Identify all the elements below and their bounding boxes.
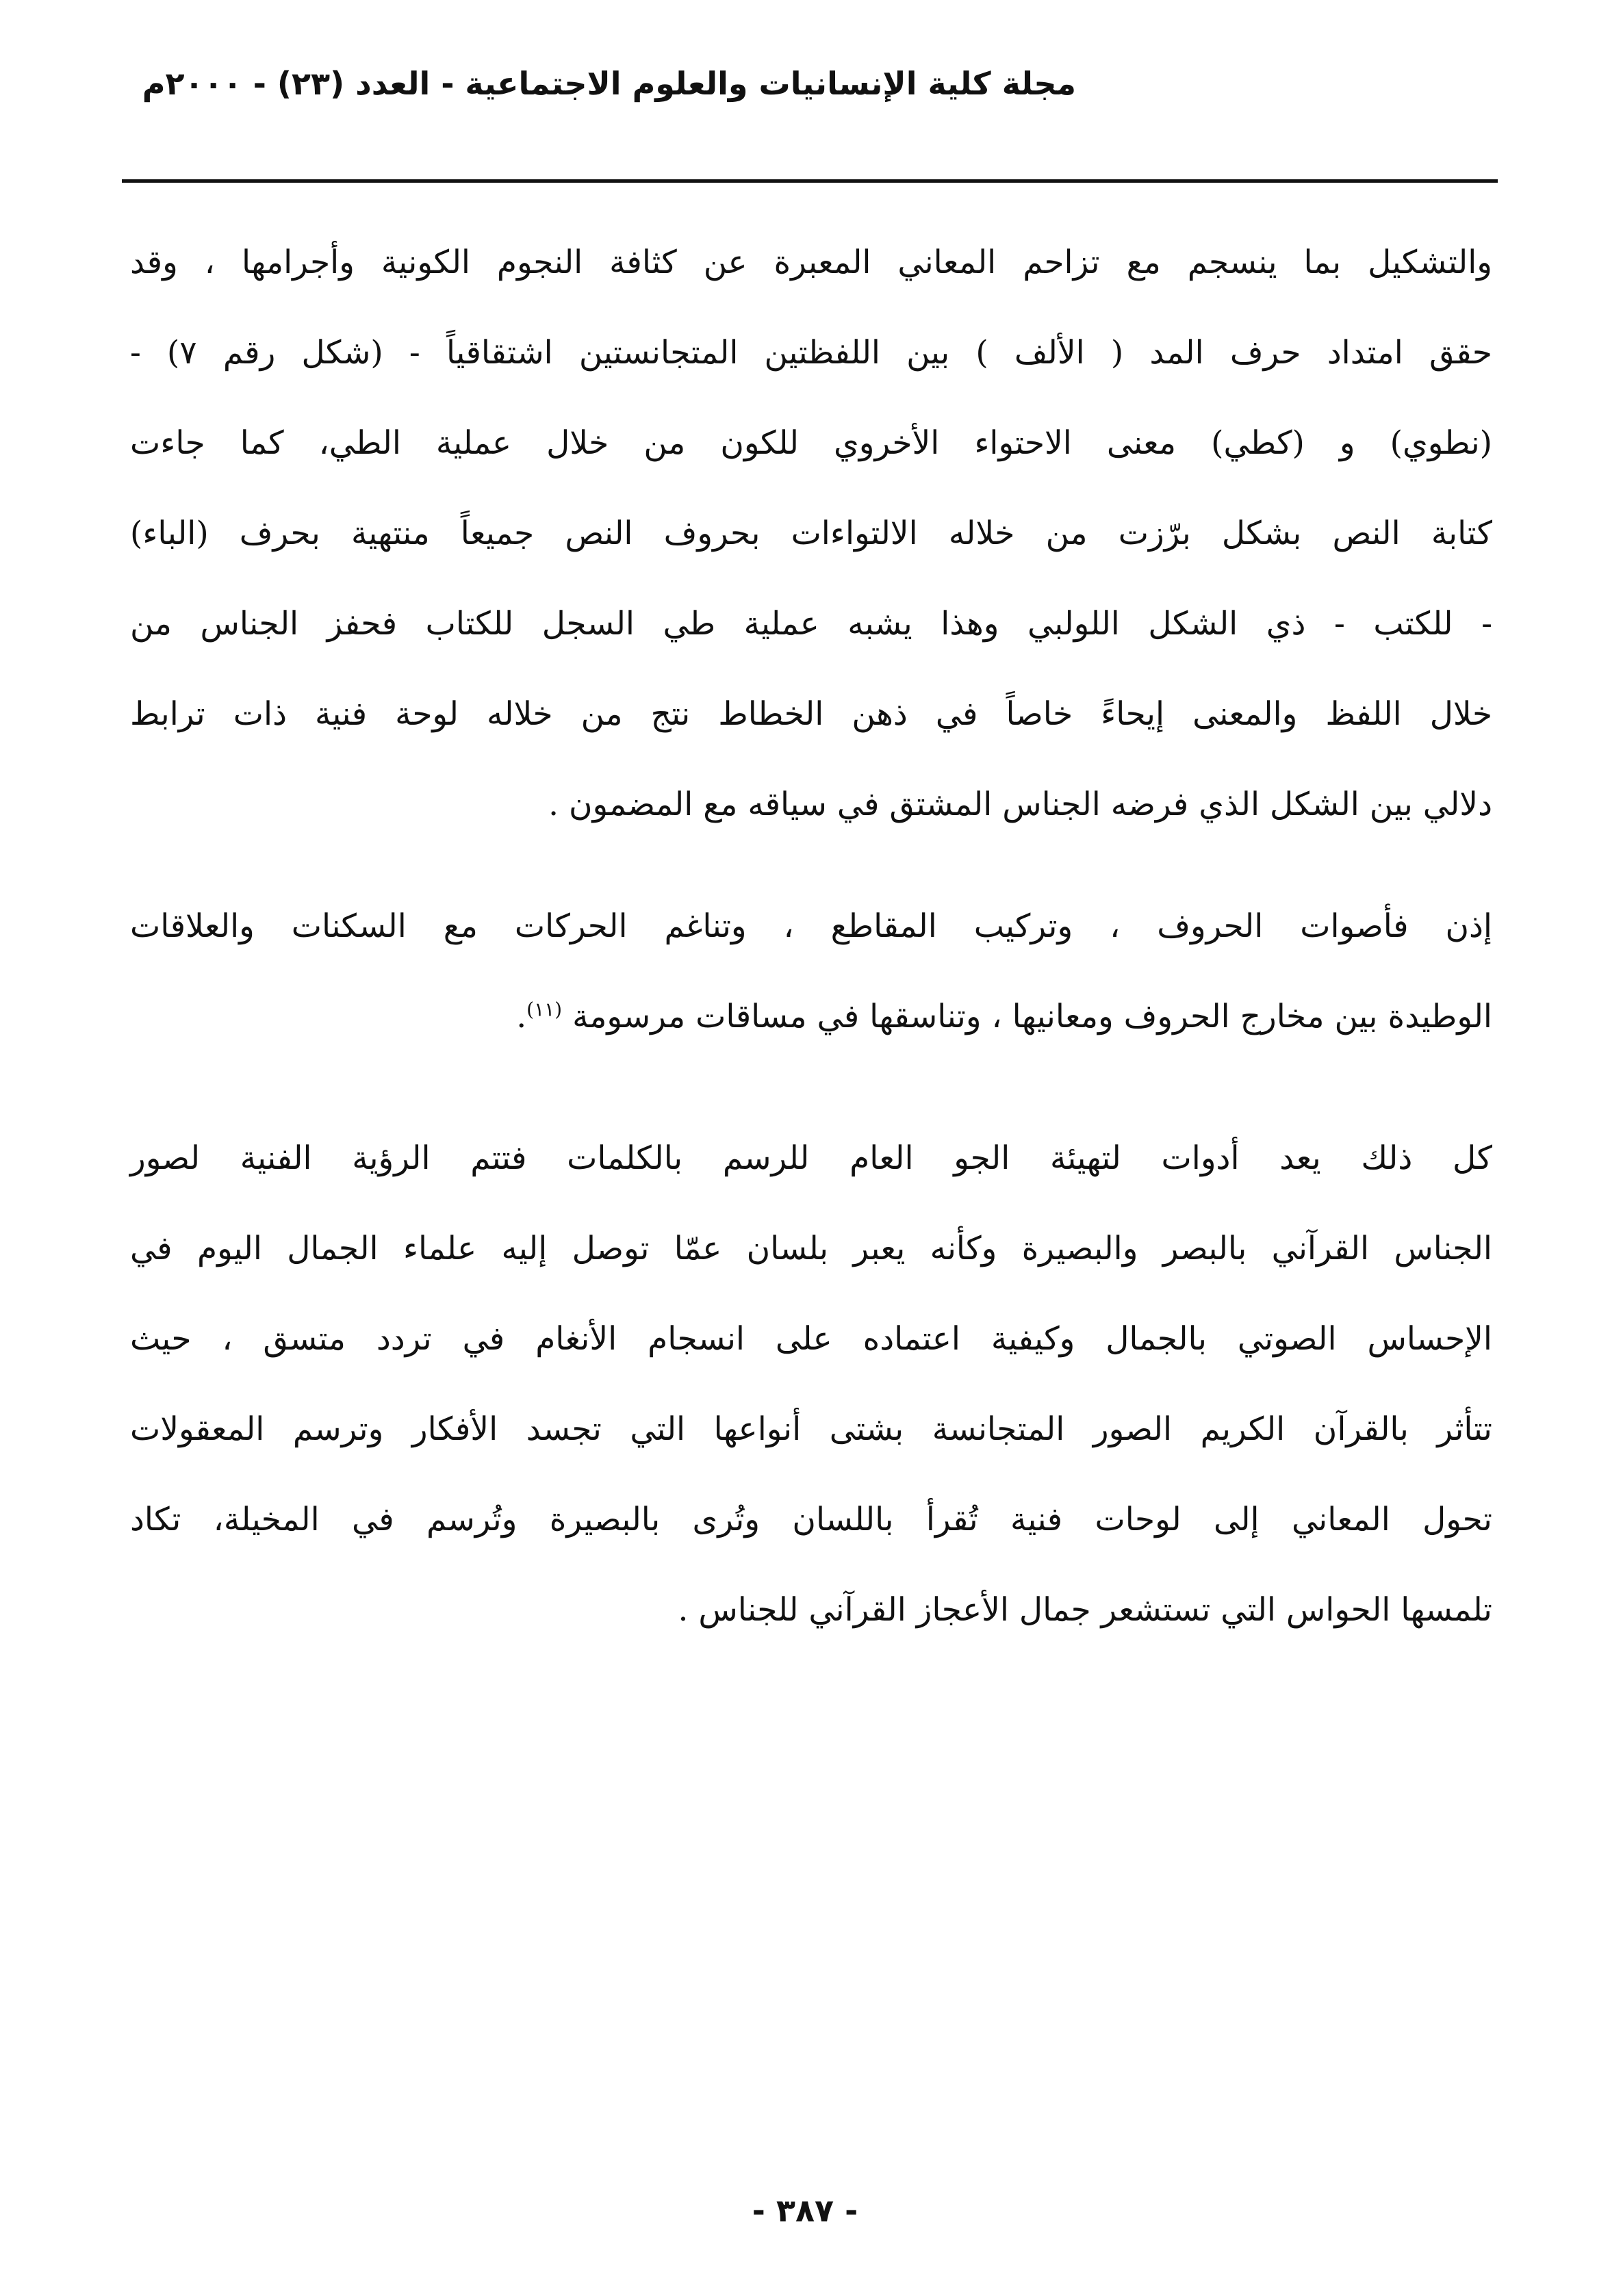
footnote-reference: (١١) — [526, 998, 563, 1021]
text-line: دلالي بين الشكل الذي فرضه الجناس المشتق في سياقه مع المضمون . — [548, 786, 1492, 823]
text-line: حقق امتداد حرف المد ( الألف ) بين اللفظتين المتجانستين اشتقاقياً - (شكل رقم ٧) - — [130, 334, 1492, 372]
text-line: تحول المعاني إلى لوحات فنية تُقرأ باللسان وتُرى بالبصيرة وتُرسم في المخيلة، تكاد — [130, 1501, 1492, 1538]
paragraph-spacer — [130, 1062, 1492, 1113]
text-line: إذن فأصوات الحروف ، وتركيب المقاطع ، وتناغم الحركات مع السكنات والعلاقات — [130, 907, 1492, 945]
text-line: (نطوي) و (كطي) معنى الاحتواء الأخروي للكون من خلال عملية الطي، كما جاءت — [130, 424, 1492, 462]
paragraph-1 — [130, 218, 1492, 850]
paragraph-2 — [130, 881, 1492, 1062]
text-line: تتأثر بالقرآن الكريم الصور المتجانسة بشتى أنواعها التي تجسد الأفكار وترسم المعقولات — [130, 1410, 1492, 1448]
text-line-with-footnote — [130, 972, 1492, 1062]
text-line: كل ذلك يعد أدوات لتهيئة الجو العام للرسم بالكلمات فتتم الرؤية الفنية لصور — [130, 1139, 1492, 1177]
paragraph-3 — [130, 1113, 1492, 1655]
text-line: تلمسها الحواس التي تستشعر جمال الأعجاز القرآني للجناس . — [678, 1591, 1492, 1629]
text-line: كتابة النص بشكل برّزت من خلاله الالتواءات بحروف النص جميعاً منتهية بحرف (الباء) — [130, 515, 1492, 552]
page-number: - ٣٨٧ - — [752, 2192, 858, 2229]
line-end-mark: . — [516, 998, 527, 1035]
header-divider — [122, 179, 1498, 183]
text-line: خلال اللفظ والمعنى إيحاءً خاصاً في ذهن الخطاط نتج من خلاله لوحة فنية ذات ترابط — [130, 695, 1492, 733]
text-line: الإحساس الصوتي بالجمال وكيفية اعتماده على انسجام الأنغام في تردد متسق ، حيث — [130, 1320, 1492, 1358]
paragraph-spacer — [130, 850, 1492, 881]
journal-header-title: مجلة كلية الإنسانيات والعلوم الاجتماعية - العدد (٢٣) - ٢٠٠٠م — [142, 65, 1076, 102]
article-body — [130, 218, 1492, 1655]
text-line: والتشكيل بما ينسجم مع تزاحم المعاني المعبرة عن كثافة النجوم الكونية وأجرامها ، وقد — [130, 244, 1492, 281]
text-line-content: الوطيدة بين مخارج الحروف ومعانيها ، وتناسقها في مساقات مرسومة — [572, 998, 1492, 1035]
text-line: - للكتب - ذي الشكل اللولبي وهذا يشبه عملية طي السجل للكتاب فحفز الجناس من — [130, 605, 1492, 643]
text-line: الجناس القرآني بالبصر والبصيرة وكأنه يعبر بلسان عمّا توصل إليه علماء الجمال اليوم في — [130, 1230, 1492, 1267]
